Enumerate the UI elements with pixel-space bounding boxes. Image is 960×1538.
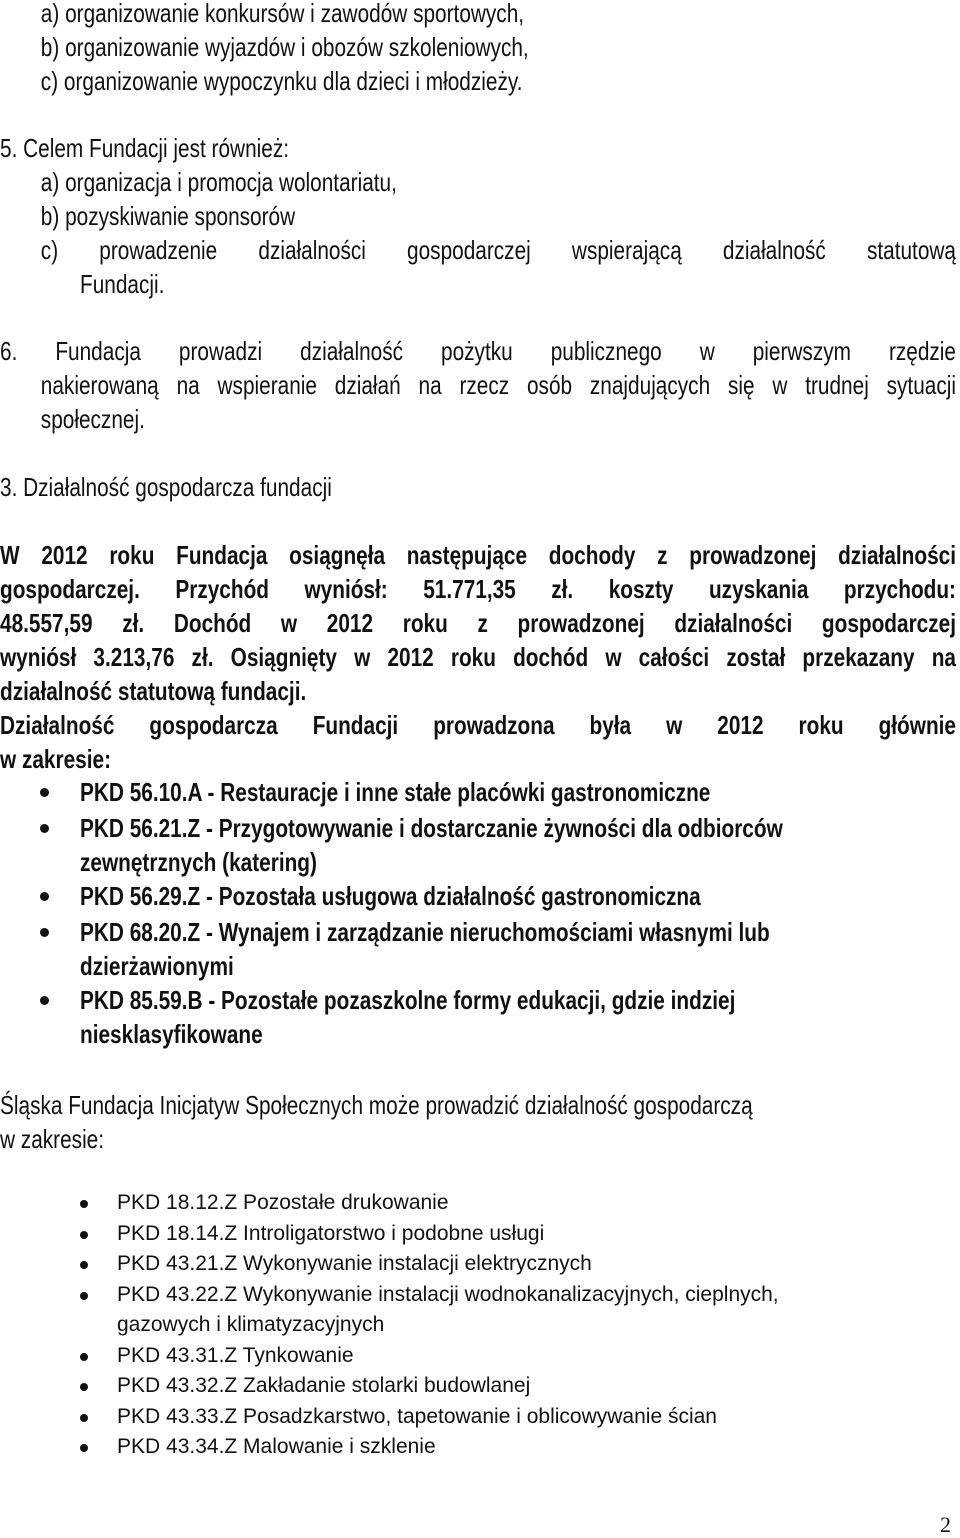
list-item — [0, 1219, 960, 1250]
list-item-text-cont: zewnętrznych (katering) — [80, 847, 317, 877]
list-item-text: PKD 18.14.Z Introligatorstwo i podobne usługi — [117, 1221, 545, 1245]
list-item-text: PKD 56.10.A - Restauracje i inne stałe placówki gastronomiczne — [80, 777, 711, 807]
scope-line: w zakresie: — [0, 744, 111, 774]
income-paragraph — [0, 538, 956, 776]
income-line: działalność statutową fundacji. — [0, 676, 307, 706]
silesia-line: w zakresie: — [0, 1124, 105, 1154]
section-6-line: 6. Fundacja prowadzi działalność pożytku publicznego w pierwszym rzędzie — [0, 336, 956, 366]
bullet-icon — [40, 824, 49, 833]
top-list — [0, 0, 529, 98]
section-5 — [0, 131, 956, 301]
bullet-icon — [40, 928, 49, 937]
list-item — [0, 1341, 960, 1372]
list-item-text: PKD 68.20.Z - Wynajem i zarządzanie nieruchomościami własnymi lub — [80, 917, 770, 947]
list-item-text: PKD 43.31.Z Tynkowanie — [117, 1343, 354, 1367]
income-line: 48.557,59 zł. Dochód w 2012 roku z prowadzonej działalności gospodarczej — [0, 608, 956, 638]
bullet-icon — [40, 788, 49, 797]
list-item — [0, 1402, 960, 1433]
silesia-line: Śląska Fundacja Inicjatyw Społecznych może prowadzić działalność gospodarczą — [0, 1090, 753, 1120]
list-item — [0, 915, 960, 983]
list-item — [0, 1249, 960, 1280]
section-5-item-b: b) pozyskiwanie sponsorów — [40, 201, 296, 231]
bullet-icon — [80, 1292, 88, 1300]
list-item — [0, 811, 960, 879]
list-item — [0, 983, 960, 1051]
list-item-text: PKD 43.22.Z Wykonywanie instalacji wodnokanalizacyjnych, cieplnych, — [117, 1282, 779, 1306]
list-item-text-cont: dzierżawionymi — [80, 951, 234, 981]
list-item-text-cont: gazowych i klimatyzacyjnych — [117, 1313, 385, 1336]
section-5-item-a: a) organizacja i promocja wolontariatu, — [40, 167, 397, 197]
income-line: wyniósł 3.213,76 zł. Osiągnięty w 2012 roku dochód w całości został przekazany na — [0, 642, 956, 672]
list-item-text-cont: niesklasyfikowane — [80, 1019, 263, 1049]
bullet-icon — [80, 1444, 88, 1452]
list-item-text: PKD 18.12.Z Pozostałe drukowanie — [117, 1191, 449, 1214]
pkd-main-list — [0, 775, 960, 1051]
bullet-icon — [80, 1353, 88, 1361]
list-item-text: PKD 56.29.Z - Pozostała usługowa działalność gastronomiczna — [80, 881, 701, 911]
section-3-heading: 3. Działalność gospodarcza fundacji — [0, 472, 332, 502]
bullet-icon — [80, 1200, 88, 1208]
list-item-text: PKD 56.21.Z - Przygotowywanie i dostarczanie żywności dla odbiorców — [80, 813, 783, 843]
list-item — [0, 1371, 960, 1402]
bullet-icon — [80, 1383, 88, 1391]
income-line: W 2012 roku Fundacja osiągnęła następujące dochody z prowadzonej działalności — [0, 540, 956, 570]
scope-line: Działalność gospodarcza Fundacji prowadzona była w 2012 roku głównie — [0, 710, 956, 740]
section-5-heading: 5. Celem Fundacji jest również: — [0, 133, 290, 163]
bullet-icon — [80, 1414, 88, 1422]
list-item-text: PKD 43.21.Z Wykonywanie instalacji elektrycznych — [117, 1252, 592, 1275]
section-6 — [0, 334, 956, 436]
section-6-line: nakierowaną na wspieranie działań na rzecz osób znajdujących się w trudnej sytuacji — [40, 370, 957, 400]
pkd-can-list — [0, 1188, 960, 1463]
bullet-icon — [80, 1261, 88, 1269]
section-5-item-c-cont: Fundacji. — [80, 269, 165, 299]
list-item — [0, 1188, 960, 1219]
list-item-text: PKD 85.59.B - Pozostałe pozaszkolne formy edukacji, gdzie indziej — [80, 985, 736, 1015]
list-item — [0, 879, 960, 913]
section-5-item-c: c) prowadzenie działalności gospodarczej wspierającą działalność statutową — [40, 235, 957, 265]
list-item-text: PKD 43.32.Z Zakładanie stolarki budowlanej — [117, 1374, 531, 1397]
list-item — [0, 1280, 960, 1341]
top-list-item: b) organizowanie wyjazdów i obozów szkoleniowych, — [40, 32, 529, 62]
bullet-icon — [40, 892, 49, 901]
list-item — [0, 1432, 960, 1463]
silesia-paragraph — [0, 1088, 753, 1156]
bullet-icon — [80, 1231, 88, 1239]
income-line: gospodarczej. Przychód wyniósł: 51.771,35 zł. koszty uzyskania przychodu: — [0, 574, 956, 604]
bullet-icon — [40, 996, 49, 1005]
list-item — [0, 775, 960, 809]
top-list-item: c) organizowanie wypoczynku dla dzieci i młodzieży. — [40, 66, 523, 96]
section-6-line: społecznej. — [40, 404, 145, 434]
list-item-text: PKD 43.34.Z Malowanie i szklenie — [117, 1435, 436, 1458]
list-item-text: PKD 43.33.Z Posadzkarstwo, tapetowanie i oblicowywanie ścian — [117, 1404, 717, 1428]
page-number: 2 — [940, 1512, 951, 1537]
top-list-item: a) organizowanie konkursów i zawodów sportowych, — [40, 0, 525, 28]
